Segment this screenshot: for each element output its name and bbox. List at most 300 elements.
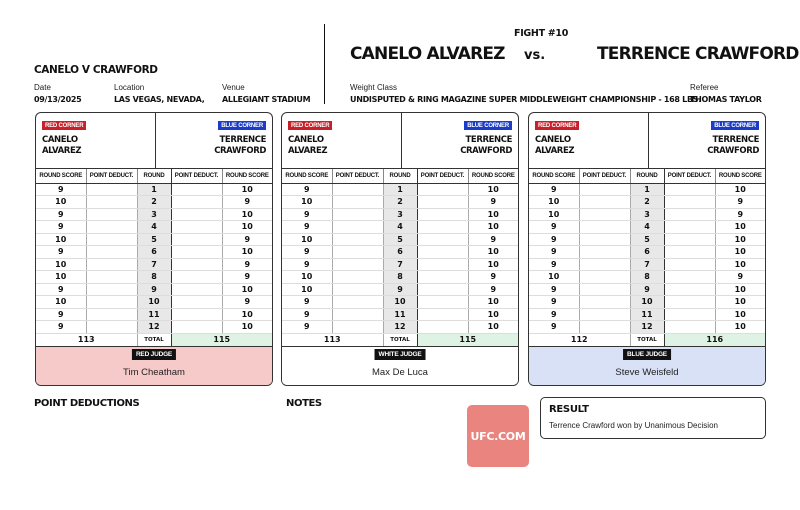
blue-corner-name [412, 135, 512, 156]
blue-round-score: 10 [468, 321, 518, 334]
blue-round-score-header: ROUND SCORE [468, 169, 518, 183]
blue-point-deduct [417, 271, 468, 284]
round-number: 8 [630, 271, 664, 284]
ufc-logo[interactable] [467, 405, 529, 467]
red-point-deduct [332, 258, 383, 271]
red-point-deduct [332, 283, 383, 296]
blue-point-deduct [171, 308, 222, 321]
red-round-score: 10 [282, 196, 332, 209]
round-number: 3 [630, 208, 664, 221]
round-number: 2 [630, 196, 664, 209]
blue-point-deduct [417, 296, 468, 309]
blue-round-score: 10 [715, 308, 765, 321]
round-number: 4 [383, 221, 417, 234]
blue-round-score-header: ROUND SCORE [222, 169, 272, 183]
blue-round-score: 10 [715, 246, 765, 259]
red-round-score: 9 [36, 221, 86, 234]
red-name-line1: CANELO [42, 135, 78, 145]
blue-point-deduct [664, 208, 715, 221]
red-total: 112 [529, 333, 630, 346]
red-point-deduct [332, 271, 383, 284]
round-row [282, 196, 518, 209]
blue-point-deduct [171, 233, 222, 246]
judge-badge: BLUE JUDGE [623, 349, 671, 360]
result-text: Terrence Crawford won by Unanimous Decision [549, 421, 718, 430]
judge-badge: RED JUDGE [132, 349, 176, 360]
blue-point-deduct [664, 321, 715, 334]
red-point-deduct-header: POINT DEDUCT. [86, 169, 137, 183]
round-row [529, 233, 765, 246]
judge-name: Tim Cheatham [123, 367, 185, 378]
red-corner-name [535, 135, 635, 156]
point-deductions-label: POINT DEDUCTIONS [34, 398, 140, 409]
round-row [529, 183, 765, 196]
blue-total: 115 [171, 333, 272, 346]
blue-round-score: 9 [468, 271, 518, 284]
blue-round-score: 9 [715, 196, 765, 209]
total-label: TOTAL [137, 333, 171, 346]
blue-point-deduct [664, 196, 715, 209]
blue-round-score: 10 [715, 221, 765, 234]
blue-name-line2: CRAWFORD [460, 145, 512, 156]
blue-round-score: 10 [468, 296, 518, 309]
blue-round-score: 10 [222, 321, 272, 334]
red-round-score-header: ROUND SCORE [529, 169, 579, 183]
blue-name-line1: TERRENCE [465, 135, 512, 145]
blue-point-deduct [171, 246, 222, 259]
round-row [282, 246, 518, 259]
blue-point-deduct [417, 221, 468, 234]
round-number: 7 [630, 258, 664, 271]
red-point-deduct [86, 296, 137, 309]
round-number: 6 [630, 246, 664, 259]
red-point-deduct [579, 233, 630, 246]
red-point-deduct [332, 208, 383, 221]
red-round-score-header: ROUND SCORE [282, 169, 332, 183]
red-round-score: 9 [529, 221, 579, 234]
red-round-score: 10 [36, 233, 86, 246]
round-number: 11 [137, 308, 171, 321]
red-round-score: 9 [282, 183, 332, 196]
blue-point-deduct [417, 283, 468, 296]
red-round-score: 9 [282, 308, 332, 321]
round-number: 10 [383, 296, 417, 309]
blue-point-deduct [664, 296, 715, 309]
venue-label: Venue [222, 83, 245, 92]
blue-corner-name [659, 135, 759, 156]
round-number: 5 [630, 233, 664, 246]
red-round-score: 10 [529, 196, 579, 209]
card-header [36, 113, 272, 169]
round-number: 1 [383, 183, 417, 196]
red-round-score: 9 [529, 233, 579, 246]
round-row [36, 208, 272, 221]
round-row [36, 321, 272, 334]
venue-value: ALLEGIANT STADIUM [222, 95, 311, 104]
round-row [282, 221, 518, 234]
weight-class-label: Weight Class [350, 83, 397, 92]
round-row [529, 196, 765, 209]
round-row [36, 233, 272, 246]
blue-round-score: 10 [222, 246, 272, 259]
round-row [282, 233, 518, 246]
red-round-score: 10 [36, 271, 86, 284]
round-number: 9 [137, 283, 171, 296]
red-name-line1: CANELO [288, 135, 324, 145]
round-row [529, 308, 765, 321]
red-point-deduct [579, 208, 630, 221]
blue-point-deduct [417, 183, 468, 196]
round-number: 5 [383, 233, 417, 246]
red-round-score: 9 [529, 183, 579, 196]
blue-total: 115 [417, 333, 518, 346]
red-point-deduct [579, 283, 630, 296]
round-row [282, 283, 518, 296]
red-total: 113 [36, 333, 137, 346]
blue-total: 116 [664, 333, 765, 346]
referee-label: Referee [690, 83, 719, 92]
blue-point-deduct-header: POINT DEDUCT. [664, 169, 715, 183]
referee-value: THOMAS TAYLOR [690, 95, 762, 104]
blue-round-score: 10 [222, 208, 272, 221]
card-header-divider [401, 113, 402, 169]
blue-point-deduct [171, 208, 222, 221]
blue-corner-name [166, 135, 266, 156]
red-point-deduct [579, 258, 630, 271]
blue-point-deduct [417, 208, 468, 221]
fight-number: FIGHT #10 [514, 28, 569, 39]
judge-name: Steve Weisfeld [615, 367, 679, 378]
weight-class-value: UNDISPUTED & RING MAGAZINE SUPER MIDDLEWEIGHT CHAMPIONSHIP - 168 LBS. [350, 95, 701, 104]
red-corner-name [42, 135, 142, 156]
score-table [529, 169, 765, 347]
blue-round-score: 9 [222, 271, 272, 284]
location-label: Location [114, 83, 145, 92]
red-point-deduct [579, 183, 630, 196]
red-round-score: 10 [36, 196, 86, 209]
red-round-score-header: ROUND SCORE [36, 169, 86, 183]
blue-point-deduct [171, 283, 222, 296]
red-round-score: 9 [36, 321, 86, 334]
red-point-deduct [86, 208, 137, 221]
round-header: ROUND [630, 169, 664, 183]
red-point-deduct [579, 296, 630, 309]
blue-round-score: 10 [468, 208, 518, 221]
round-row [282, 208, 518, 221]
blue-point-deduct [171, 258, 222, 271]
score-table-header [282, 169, 518, 183]
blue-round-score: 10 [715, 258, 765, 271]
round-row [529, 208, 765, 221]
round-row [282, 183, 518, 196]
round-header: ROUND [383, 169, 417, 183]
red-point-deduct [86, 258, 137, 271]
blue-round-score: 10 [468, 258, 518, 271]
blue-name-line1: TERRENCE [712, 135, 759, 145]
red-name-line2: ALVAREZ [535, 145, 575, 156]
blue-round-score: 10 [715, 321, 765, 334]
location-value: LAS VEGAS, NEVADA, [114, 95, 205, 104]
red-name-line2: ALVAREZ [288, 145, 328, 156]
blue-round-score: 9 [468, 196, 518, 209]
red-round-score: 10 [282, 283, 332, 296]
round-row [529, 246, 765, 259]
total-row [36, 333, 272, 346]
round-number: 1 [630, 183, 664, 196]
round-number: 7 [137, 258, 171, 271]
red-point-deduct [579, 221, 630, 234]
result-box [540, 397, 766, 439]
round-number: 8 [383, 271, 417, 284]
round-number: 4 [137, 221, 171, 234]
round-number: 12 [383, 321, 417, 334]
red-round-score: 9 [282, 246, 332, 259]
blue-corner-badge: BLUE CORNER [711, 121, 759, 130]
score-table [36, 169, 272, 347]
red-point-deduct [332, 221, 383, 234]
notes-label: NOTES [286, 398, 322, 409]
round-row [36, 246, 272, 259]
red-round-score: 9 [282, 321, 332, 334]
round-row [36, 271, 272, 284]
round-row [529, 258, 765, 271]
round-number: 11 [630, 308, 664, 321]
blue-point-deduct [664, 246, 715, 259]
red-point-deduct [332, 183, 383, 196]
red-round-score: 9 [282, 221, 332, 234]
score-table [282, 169, 518, 347]
vs-label: vs. [524, 48, 546, 63]
round-row [36, 308, 272, 321]
round-number: 1 [137, 183, 171, 196]
round-row [36, 283, 272, 296]
blue-round-score: 10 [715, 183, 765, 196]
card-header [529, 113, 765, 169]
judge-area [282, 347, 518, 385]
blue-point-deduct [417, 308, 468, 321]
judge-name: Max De Luca [372, 367, 428, 378]
round-row [282, 271, 518, 284]
round-row [36, 221, 272, 234]
blue-point-deduct [664, 308, 715, 321]
date-value: 09/13/2025 [34, 95, 82, 104]
round-number: 12 [137, 321, 171, 334]
red-round-score: 9 [529, 308, 579, 321]
blue-round-score: 10 [468, 308, 518, 321]
red-corner-badge: RED CORNER [42, 121, 86, 130]
round-row [282, 296, 518, 309]
round-row [529, 321, 765, 334]
round-number: 9 [383, 283, 417, 296]
card-header [282, 113, 518, 169]
blue-round-score: 9 [468, 283, 518, 296]
red-round-score: 9 [282, 208, 332, 221]
round-number: 7 [383, 258, 417, 271]
date-label: Date [34, 83, 51, 92]
judge-badge: WHITE JUDGE [375, 349, 426, 360]
round-number: 10 [137, 296, 171, 309]
red-round-score: 9 [529, 258, 579, 271]
red-round-score: 9 [36, 246, 86, 259]
blue-point-deduct [664, 183, 715, 196]
red-round-score: 9 [529, 283, 579, 296]
total-label: TOTAL [383, 333, 417, 346]
round-row [282, 258, 518, 271]
red-round-score: 9 [36, 283, 86, 296]
red-round-score: 10 [36, 296, 86, 309]
blue-corner-badge: BLUE CORNER [218, 121, 266, 130]
blue-round-score: 10 [222, 283, 272, 296]
total-row [529, 333, 765, 346]
round-number: 9 [630, 283, 664, 296]
round-number: 3 [383, 208, 417, 221]
red-round-score: 9 [36, 208, 86, 221]
round-number: 5 [137, 233, 171, 246]
red-round-score: 10 [529, 271, 579, 284]
blue-point-deduct [171, 271, 222, 284]
round-number: 8 [137, 271, 171, 284]
red-point-deduct [86, 246, 137, 259]
red-round-score: 9 [36, 183, 86, 196]
red-point-deduct [86, 271, 137, 284]
red-corner-name [288, 135, 388, 156]
blue-point-deduct [171, 221, 222, 234]
round-number: 4 [630, 221, 664, 234]
red-point-deduct [86, 196, 137, 209]
red-point-deduct [332, 308, 383, 321]
red-point-deduct [332, 233, 383, 246]
red-point-deduct [579, 196, 630, 209]
blue-round-score: 10 [468, 246, 518, 259]
blue-point-deduct [417, 196, 468, 209]
red-round-score: 9 [529, 321, 579, 334]
round-row [36, 183, 272, 196]
blue-round-score: 10 [222, 308, 272, 321]
round-number: 12 [630, 321, 664, 334]
blue-point-deduct [664, 271, 715, 284]
blue-round-score: 9 [222, 258, 272, 271]
red-point-deduct [332, 321, 383, 334]
blue-point-deduct [417, 321, 468, 334]
red-round-score: 9 [529, 296, 579, 309]
red-round-score: 9 [282, 296, 332, 309]
blue-round-score: 9 [222, 233, 272, 246]
red-corner-badge: RED CORNER [288, 121, 332, 130]
blue-round-score: 9 [468, 233, 518, 246]
blue-point-deduct [417, 258, 468, 271]
blue-point-deduct-header: POINT DEDUCT. [171, 169, 222, 183]
round-row [36, 258, 272, 271]
red-point-deduct [332, 246, 383, 259]
blue-fighter-name: TERRENCE CRAWFORD [597, 44, 799, 64]
round-number: 6 [137, 246, 171, 259]
score-table-header [529, 169, 765, 183]
red-point-deduct [86, 221, 137, 234]
blue-name-line1: TERRENCE [219, 135, 266, 145]
total-label: TOTAL [630, 333, 664, 346]
judge-area [36, 347, 272, 385]
blue-round-score: 10 [468, 183, 518, 196]
red-corner-badge: RED CORNER [535, 121, 579, 130]
blue-point-deduct [417, 246, 468, 259]
round-header: ROUND [137, 169, 171, 183]
blue-round-score: 9 [715, 271, 765, 284]
round-number: 10 [630, 296, 664, 309]
blue-point-deduct [417, 233, 468, 246]
result-title: RESULT [549, 404, 589, 415]
ufc-logo-text: UFC.COM [470, 429, 526, 443]
round-number: 3 [137, 208, 171, 221]
blue-round-score: 10 [715, 233, 765, 246]
blue-point-deduct [171, 196, 222, 209]
blue-round-score: 10 [715, 296, 765, 309]
blue-round-score: 9 [222, 296, 272, 309]
red-round-score: 9 [36, 308, 86, 321]
round-row [36, 296, 272, 309]
red-total: 113 [282, 333, 383, 346]
blue-point-deduct [664, 233, 715, 246]
red-point-deduct [332, 296, 383, 309]
blue-name-line2: CRAWFORD [214, 145, 266, 156]
blue-round-score: 10 [222, 183, 272, 196]
blue-round-score: 9 [222, 196, 272, 209]
round-row [529, 296, 765, 309]
round-row [529, 221, 765, 234]
header-divider [324, 24, 325, 104]
red-point-deduct [332, 196, 383, 209]
round-row [282, 321, 518, 334]
scorecard-red [35, 112, 273, 386]
blue-point-deduct-header: POINT DEDUCT. [417, 169, 468, 183]
red-round-score: 9 [529, 246, 579, 259]
blue-point-deduct [171, 296, 222, 309]
round-number: 11 [383, 308, 417, 321]
scorecard-white [281, 112, 519, 386]
score-table-header [36, 169, 272, 183]
blue-point-deduct [664, 258, 715, 271]
blue-round-score-header: ROUND SCORE [715, 169, 765, 183]
blue-point-deduct [171, 183, 222, 196]
blue-round-score: 10 [715, 283, 765, 296]
red-round-score: 10 [282, 233, 332, 246]
total-row [282, 333, 518, 346]
card-header-divider [155, 113, 156, 169]
round-number: 2 [383, 196, 417, 209]
red-point-deduct [86, 183, 137, 196]
red-point-deduct [86, 283, 137, 296]
round-number: 6 [383, 246, 417, 259]
round-row [529, 271, 765, 284]
round-row [529, 283, 765, 296]
blue-corner-badge: BLUE CORNER [464, 121, 512, 130]
scorecard-blue [528, 112, 766, 386]
red-round-score: 10 [282, 271, 332, 284]
red-round-score: 9 [282, 258, 332, 271]
blue-round-score: 10 [222, 221, 272, 234]
red-point-deduct [579, 321, 630, 334]
red-point-deduct-header: POINT DEDUCT. [579, 169, 630, 183]
red-round-score: 10 [529, 208, 579, 221]
card-header-divider [648, 113, 649, 169]
blue-point-deduct [664, 283, 715, 296]
event-title: CANELO V CRAWFORD [34, 64, 158, 76]
blue-point-deduct [664, 221, 715, 234]
round-number: 2 [137, 196, 171, 209]
blue-point-deduct [171, 321, 222, 334]
red-point-deduct [579, 246, 630, 259]
red-point-deduct [86, 308, 137, 321]
red-point-deduct [579, 308, 630, 321]
